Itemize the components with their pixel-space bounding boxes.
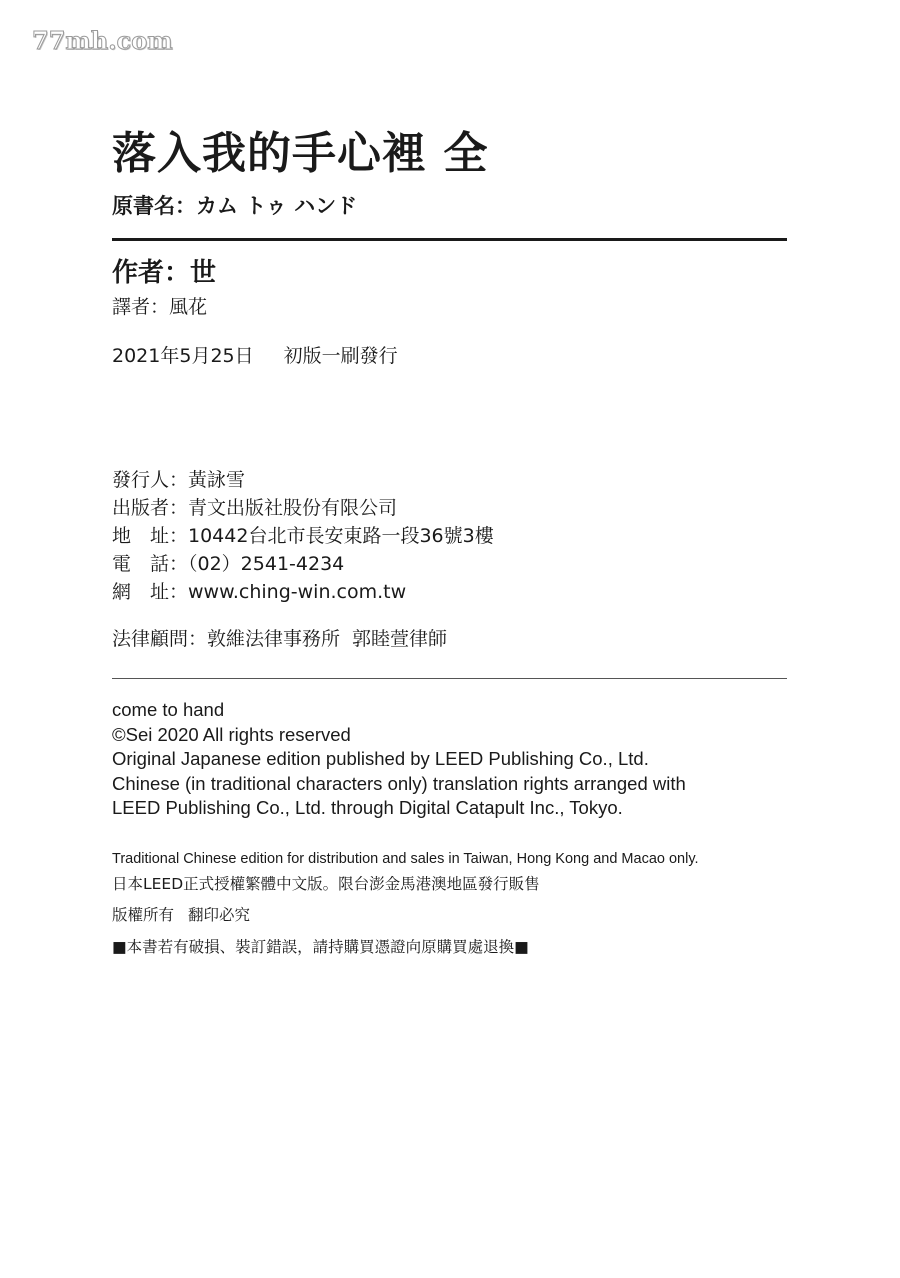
rights-reserved: 版權所有 <box>112 906 175 924</box>
divider-thin <box>112 678 787 679</box>
english-publisher-line: Original Japanese edition published by LEED Publishing Co., Ltd. <box>112 748 649 770</box>
legal-lawyer: 郭睦萱律師 <box>352 628 448 650</box>
edition-date: 2021年5月25日 <box>112 345 254 367</box>
original-title: 原書名：カム トゥ ハンド <box>112 194 358 218</box>
divider-thick <box>112 238 787 241</box>
watermark-logo: 77mh.com <box>32 26 173 55</box>
issuer: 發行人：黃詠雪 <box>112 469 246 491</box>
english-copyright: ©Sei 2020 All rights reserved <box>112 723 351 745</box>
distribution-chinese: 日本LEED正式授權繁體中文版。限台澎金馬港澳地區發行販售 <box>112 875 540 893</box>
legal-counsel <box>112 628 447 651</box>
english-copyright-block <box>112 698 686 821</box>
english-agency-line: LEED Publishing Co., Ltd. through Digital Catapult Inc., Tokyo. <box>112 797 623 819</box>
edition-line <box>112 345 398 368</box>
rights-no-copy: 翻印必究 <box>188 906 251 924</box>
address: 地 址：10442台北市長安東路一段36號3樓 <box>112 525 494 547</box>
author: 作者：世 <box>112 258 217 288</box>
phone: 電 話：（02）2541-4234 <box>112 553 345 575</box>
english-rights-line: Chinese (in traditional characters only) translation rights arranged with <box>112 772 686 794</box>
website: 網 址：www.ching-win.com.tw <box>112 581 407 603</box>
english-title: come to hand <box>112 699 225 720</box>
legal-firm: 法律顧問：敦維法律事務所 <box>112 628 341 650</box>
distribution-english: Traditional Chinese edition for distribution and sales in Taiwan, Hong Kong and Macao only. <box>112 851 699 867</box>
edition-printing: 初版一刷發行 <box>283 345 398 367</box>
return-notice: ■本書若有破損、裝訂錯誤，請持購買憑證向原購買處退換■ <box>112 938 529 956</box>
book-title: 落入我的手心裡 全 <box>112 128 489 179</box>
publisher: 出版者：青文出版社股份有限公司 <box>112 497 398 519</box>
translator: 譯者：風花 <box>112 296 208 318</box>
rights-line <box>112 906 250 925</box>
publisher-info <box>112 466 494 606</box>
